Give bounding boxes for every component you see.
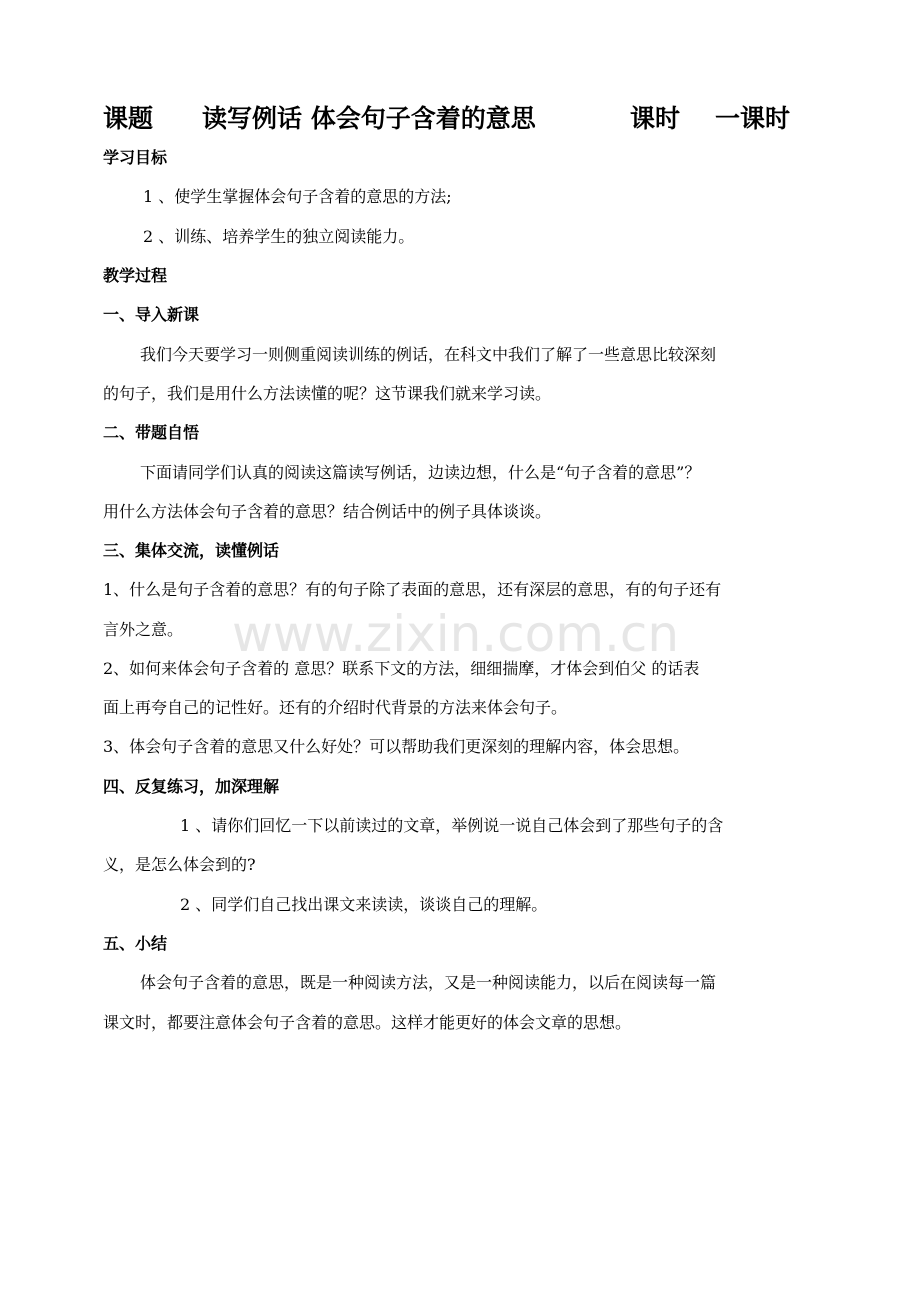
title-topic: 读写例话 体会句子含着的意思: [202, 104, 536, 133]
paragraph-line: 2、如何来体会句子含着的 意思？联系下文的方法，细细揣摩，才体会到伯父 的话表: [103, 659, 700, 678]
paragraph-line: 义，是怎么体会到的?: [103, 855, 256, 874]
objective-item: 1 、使学生掌握体会句子含着的意思的方法;: [143, 187, 452, 206]
objectives-heading: 学习目标: [103, 148, 168, 167]
paragraph-line: 下面请同学们认真的阅读这篇读写例话，边读边想，什么是“句子含着的意思”？: [140, 463, 701, 482]
section-heading: 一、导入新课: [103, 305, 200, 324]
title-period: 一课时: [715, 104, 791, 133]
paragraph-line: 言外之意。: [103, 620, 184, 639]
paragraph-line: 1、什么是句子含着的意思？有的句子除了表面的意思，还有深层的意思，有的句子还有: [103, 580, 722, 599]
section-heading: 四、反复练习，加深理解: [103, 777, 280, 796]
paragraph-line: 体会句子含着的意思，既是一种阅读方法，又是一种阅读能力，以后在阅读每一篇: [140, 973, 717, 992]
paragraph-line: 的句子，我们是用什么方法读懂的呢？这节课我们就来学习读。: [103, 384, 552, 403]
paragraph-line: 我们今天要学习一则侧重阅读训练的例话，在科文中我们了解了一些意思比较深刻: [140, 345, 717, 364]
title-label-topic: 课题: [103, 104, 154, 133]
paragraph-line: 用什么方法体会句子含着的意思？结合例话中的例子具体谈谈。: [103, 502, 552, 521]
title-label-period: 课时: [630, 104, 681, 133]
watermark: www.zixin.com.cn: [232, 605, 680, 663]
section-heading: 二、带题自悟: [103, 423, 200, 442]
section-heading: 三、集体交流，读懂例话: [103, 541, 280, 560]
paragraph-line: 课文时，都要注意体会句子含着的意思。这样才能更好的体会文章的思想。: [103, 1013, 632, 1032]
section-heading: 五、小结: [103, 934, 168, 953]
objective-item: 2 、训练、培养学生的独立阅读能力。: [143, 227, 415, 246]
paragraph-line: 1 、请你们回忆一下以前读过的文章，举例说一说自己体会到了那些句子的含: [180, 816, 724, 835]
paragraph-line: 3、体会句子含着的意思又什么好处？可以帮助我们更深刻的理解内容，体会思想。: [103, 737, 690, 756]
paragraph-line: 面上再夸自己的记性好。还有的介绍时代背景的方法来体会句子。: [103, 698, 568, 717]
process-heading: 教学过程: [103, 266, 168, 285]
paragraph-line: 2 、同学们自己找出课文来读读，谈谈自己的理解。: [180, 895, 548, 914]
